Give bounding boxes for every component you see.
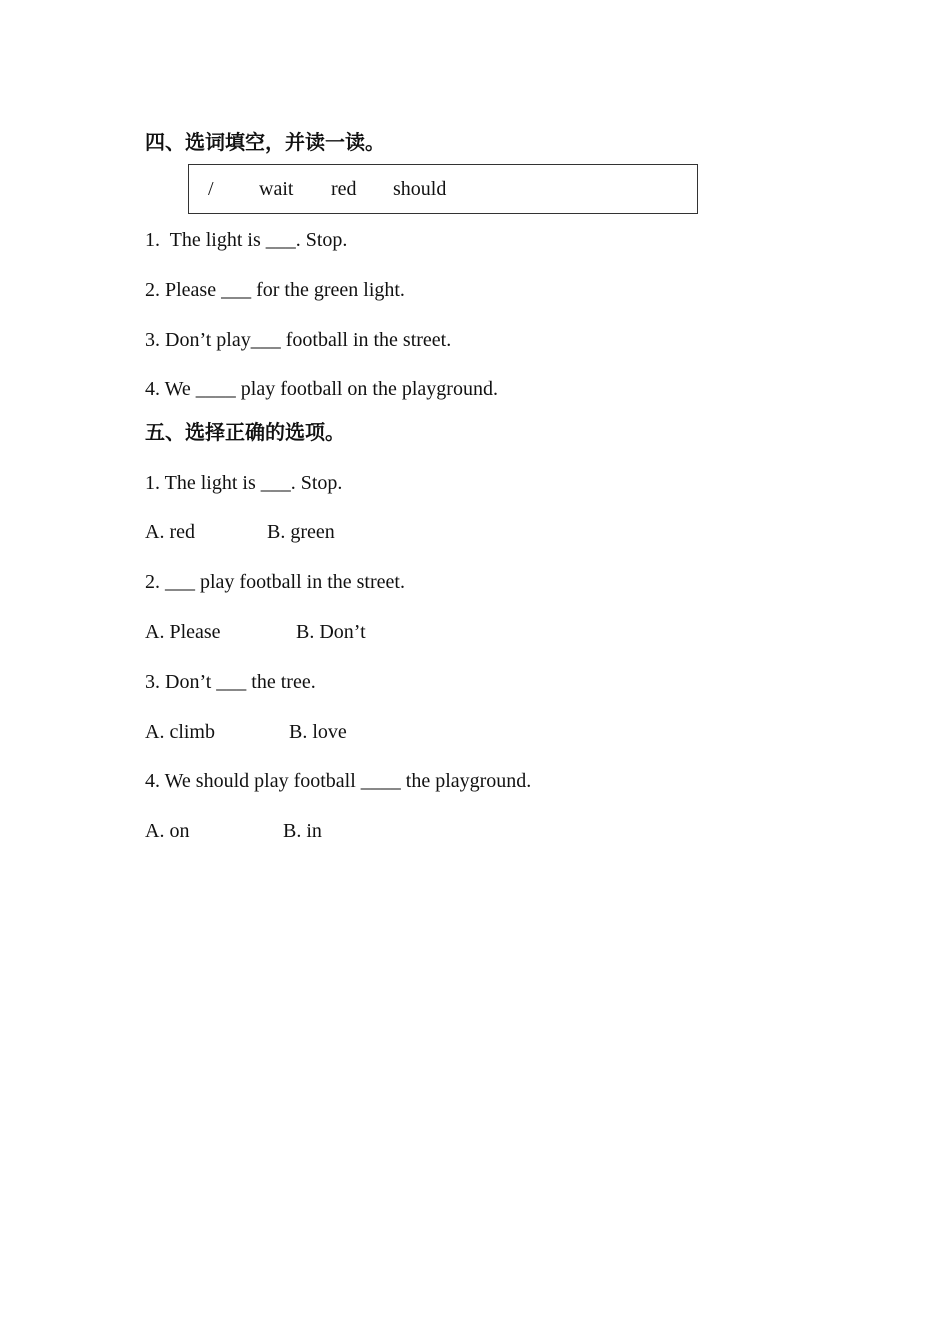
section-5-question-1: 1. The light is ___. Stop. [145, 472, 343, 494]
section-4-question-1: 1. The light is ___. Stop. [145, 229, 348, 251]
section-5-question-4: 4. We should play football ____ the playground. [145, 770, 532, 792]
option-a: A. red [145, 521, 195, 543]
section-4-question-3: 3. Don’t play___ football in the street. [145, 329, 452, 351]
section-5-question-2: 2. ___ play football in the street. [145, 571, 405, 593]
section-5-question-3: 3. Don’t ___ the tree. [145, 671, 316, 693]
option-b: B. green [267, 521, 335, 543]
section-4-question-4: 4. We ____ play football on the playground. [145, 378, 498, 400]
word-bank-item: wait [259, 178, 294, 200]
option-a: A. Please [145, 621, 221, 643]
option-a: A. climb [145, 721, 215, 743]
section-4-heading: 四、选词填空，并读一读。 [145, 130, 385, 154]
section-4-question-2: 2. Please ___ for the green light. [145, 279, 405, 301]
word-bank-item: red [331, 178, 357, 200]
option-a: A. on [145, 820, 190, 842]
option-b: B. Don’t [296, 621, 366, 643]
option-b: B. in [283, 820, 322, 842]
word-bank-item: / [208, 178, 214, 200]
word-bank-box [188, 164, 698, 214]
option-b: B. love [289, 721, 347, 743]
section-5-heading: 五、选择正确的选项。 [145, 420, 345, 444]
word-bank-item: should [393, 178, 447, 200]
